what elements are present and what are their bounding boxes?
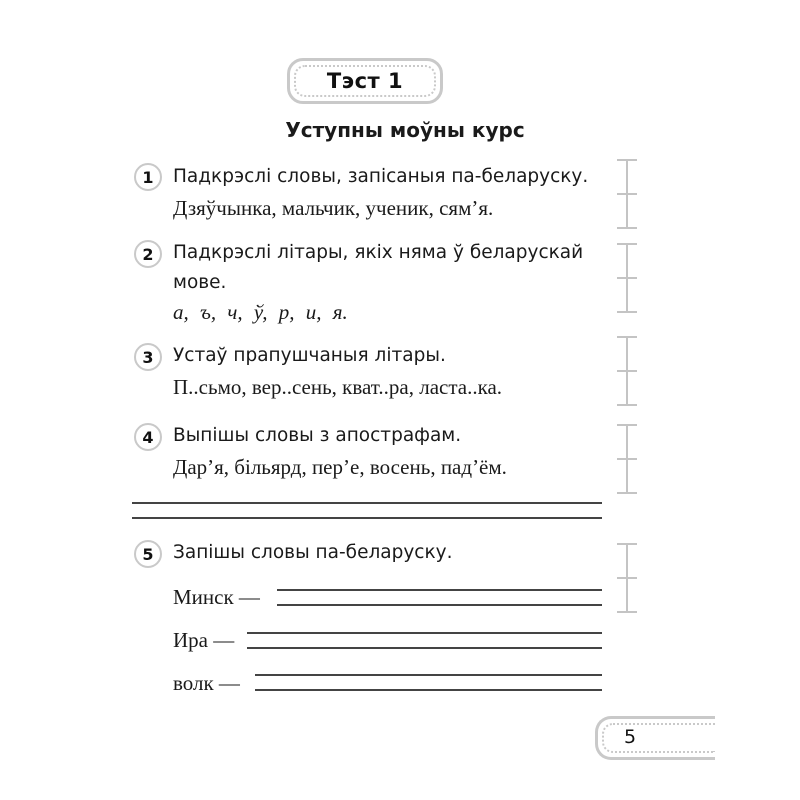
answer-line-5-3b[interactable] [255, 689, 602, 691]
score-scale-3 [617, 336, 637, 406]
score-scale-2 [617, 243, 637, 313]
task-number: 3 [142, 348, 154, 367]
answer-line-5-1b[interactable] [277, 604, 602, 606]
answer-line-4a[interactable] [132, 502, 602, 504]
task-number: 1 [142, 168, 154, 187]
task-number-badge-5 [134, 540, 162, 568]
score-scale-1 [617, 159, 637, 229]
page-tab-dotted-border [602, 723, 715, 753]
answer-line-5-2a[interactable] [247, 632, 602, 634]
task-5-word-1: Минск — [173, 585, 260, 609]
task-number-badge-1 [134, 163, 162, 191]
test-title: Тэст 1 [326, 69, 404, 93]
answer-line-4b[interactable] [132, 517, 602, 519]
task-1-instruction: Падкрэслі словы, запісаныя па-беларуску. [173, 166, 589, 187]
page-number-tab [595, 716, 715, 760]
task-1-content[interactable]: Дзяўчынка, мальчик, ученик, сям’я. [173, 196, 494, 220]
task-3-content[interactable]: П..сьмо, вер..сень, кват..ра, ласта..ка. [173, 375, 503, 399]
task-4-instruction: Выпішы словы з апострафам. [173, 425, 462, 446]
task-4-content: Дар’я, більярд, пер’е, восень, пад’ём. [173, 455, 507, 479]
score-scale-5 [617, 543, 637, 613]
task-number: 2 [142, 245, 154, 264]
task-2-content[interactable]: а, ъ, ч, ў, р, и, я. [173, 300, 348, 324]
task-number-badge-4 [134, 423, 162, 451]
answer-line-5-1a[interactable] [277, 589, 602, 591]
page-number: 5 [624, 726, 637, 748]
test-title-badge [287, 58, 443, 104]
task-2-instruction-line1: Падкрэслі літары, якіх няма ў беларускай [173, 242, 584, 263]
task-2-instruction-line2: мове. [173, 272, 227, 293]
answer-line-5-2b[interactable] [247, 647, 602, 649]
task-5-word-3: волк — [173, 671, 240, 695]
task-number: 4 [142, 428, 154, 447]
task-number-badge-2 [134, 240, 162, 268]
task-5-instruction: Запішы словы па-беларуску. [173, 542, 453, 563]
score-scale-4 [617, 424, 637, 494]
task-number: 5 [142, 545, 154, 564]
task-3-instruction: Устаў прапушчаныя літары. [173, 345, 446, 366]
section-subtitle: Уступны моўны курс [285, 118, 525, 142]
task-number-badge-3 [134, 343, 162, 371]
task-5-word-2: Ира — [173, 628, 235, 652]
answer-line-5-3a[interactable] [255, 674, 602, 676]
